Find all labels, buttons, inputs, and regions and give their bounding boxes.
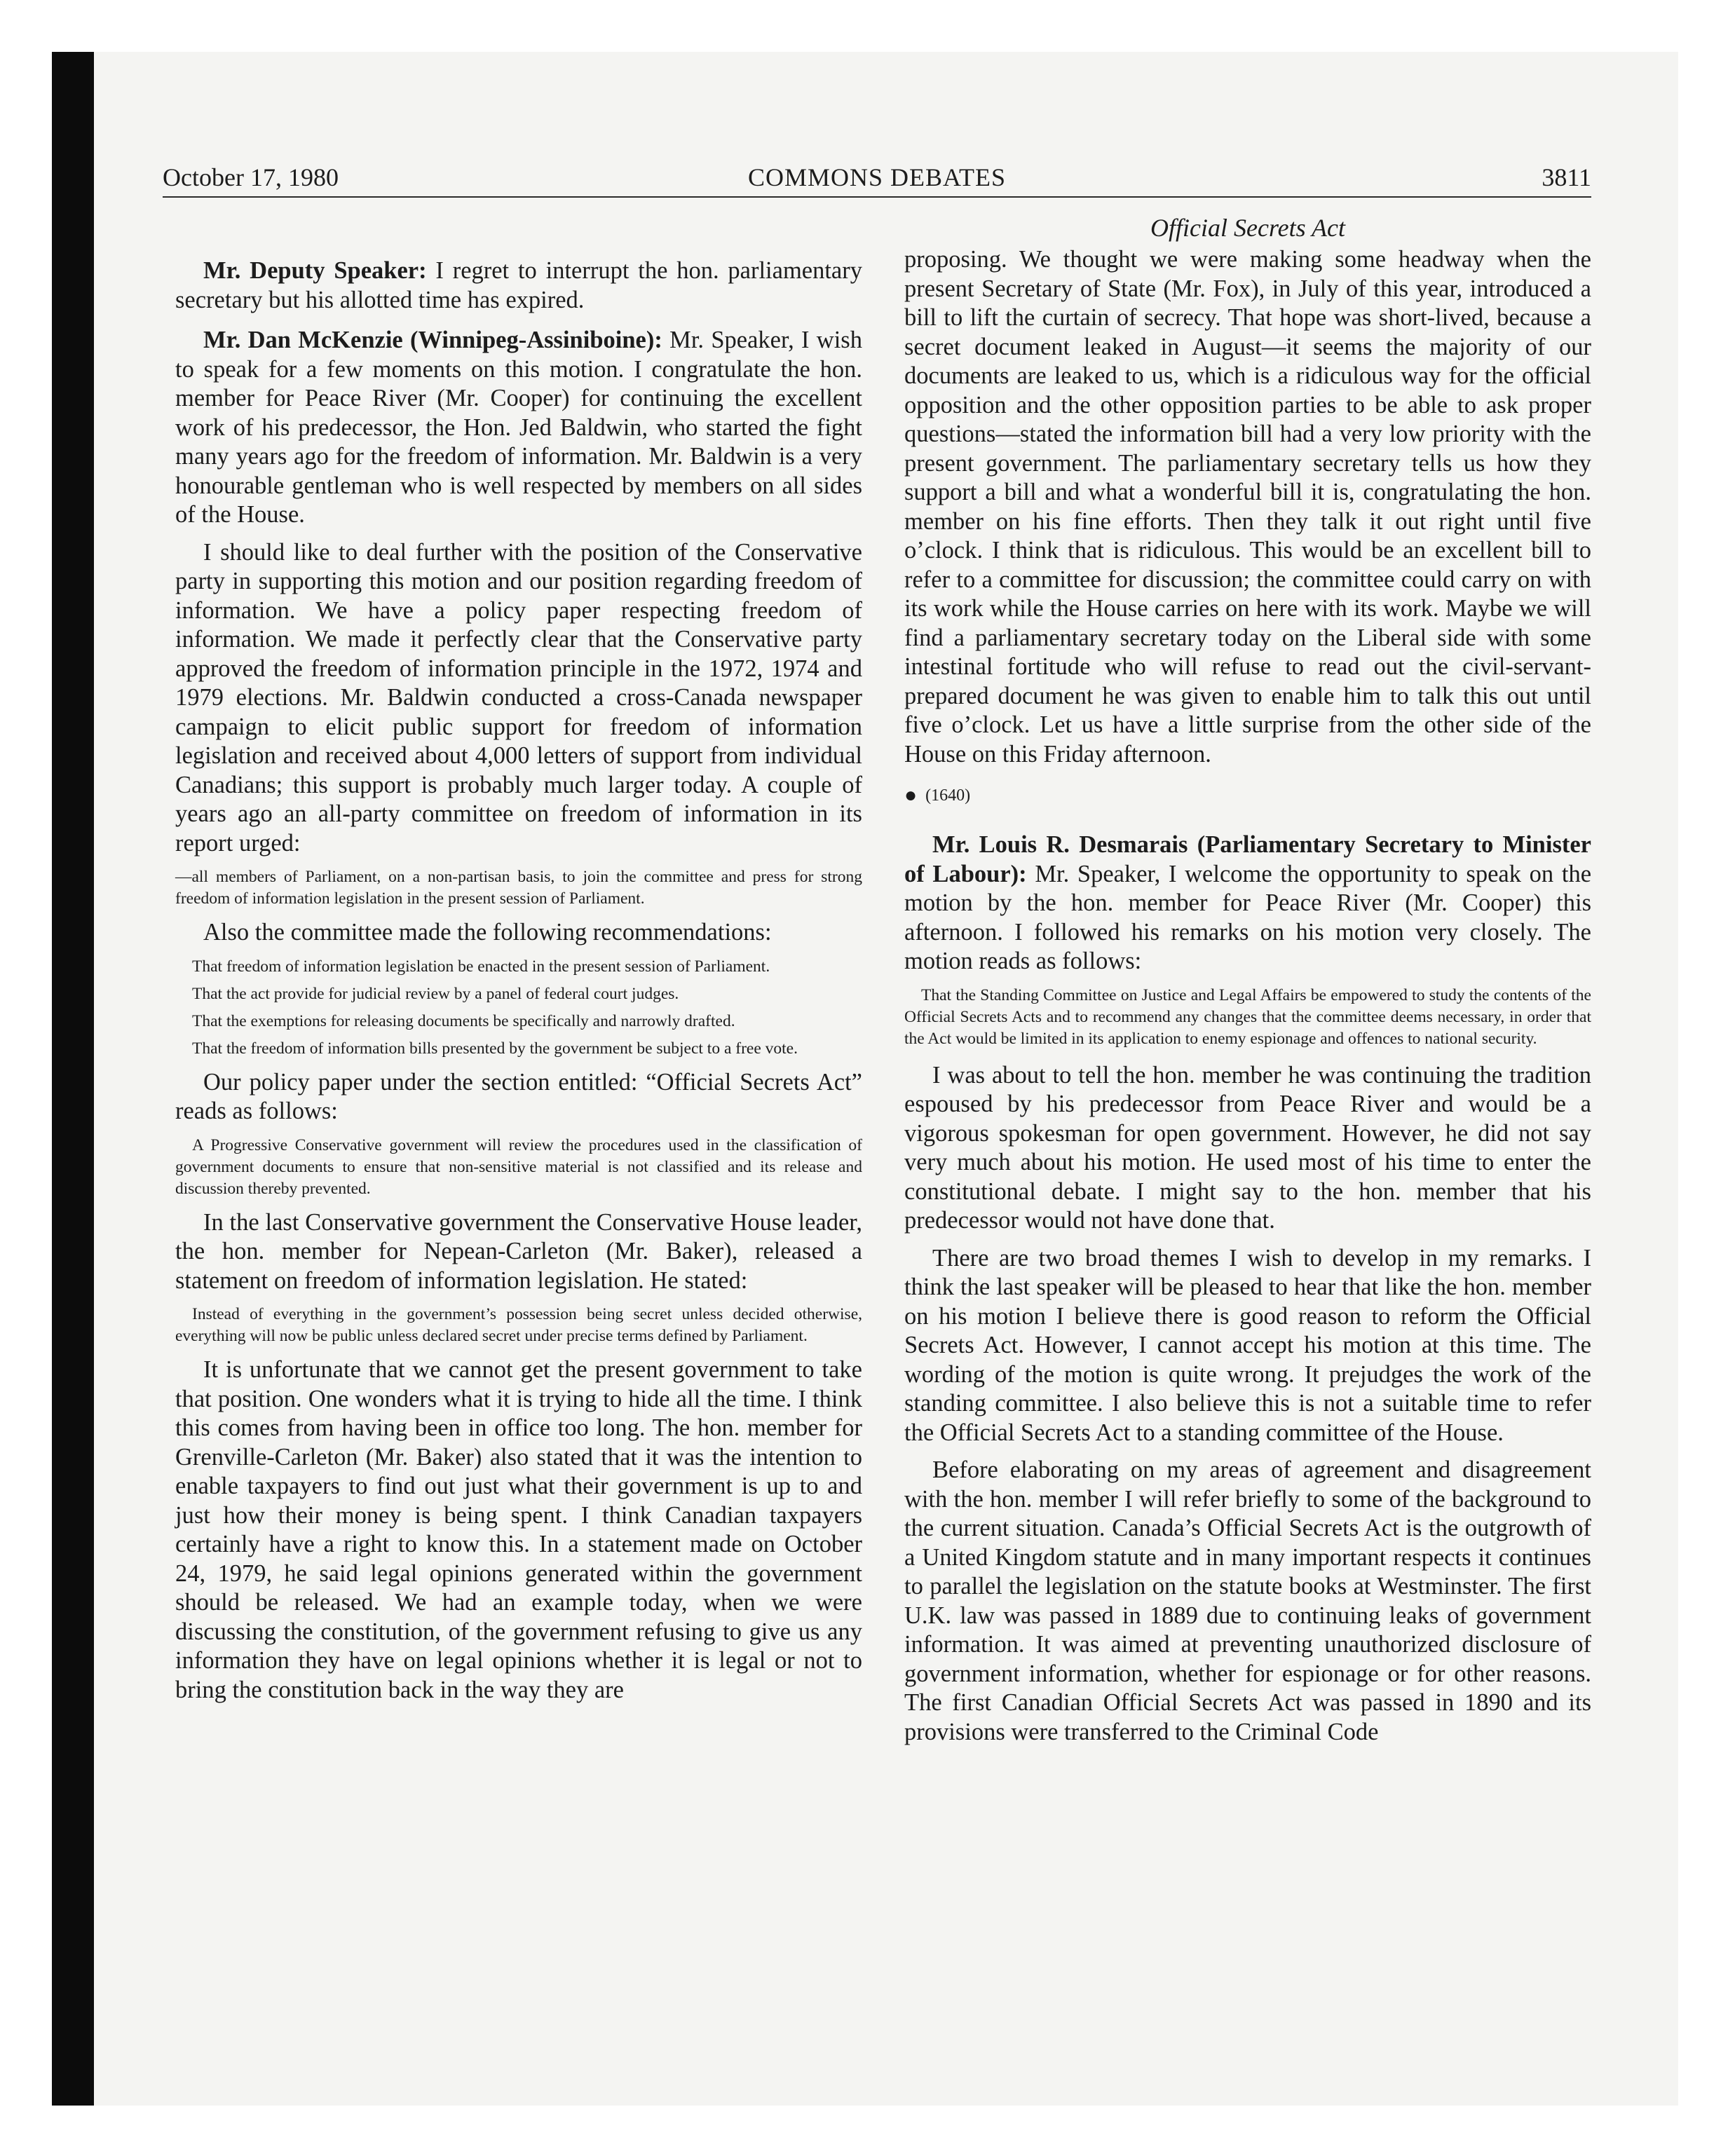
speaker-name: Mr. Dan McKenzie (Winnipeg-Assiniboine): <box>203 327 662 353</box>
paragraph <box>175 326 862 530</box>
block-quote <box>175 1304 862 1347</box>
page-header <box>163 160 1591 195</box>
left-column <box>175 245 862 1713</box>
quote-text: Instead of everything in the government’s possession being secret unless decided otherwise, everything will now be public unless declared secret under precise terms defined by Parliament. <box>175 1305 862 1345</box>
paragraph <box>904 831 1591 976</box>
paragraph: I should like to deal further with the position of the Conservative party in supporting this motion and our position regarding freedom of information. We have a policy paper respecting freedom of information. We made it perfectly clear that the Conservative party approved the freedom of information principle in the 1972, 1974 and 1979 elections. Mr. Baldwin conducted a cross-Canada newspaper campaign to elicit public support for freedom of information legislation and received about 4,000 letters of support from individual Canadians; this support is probably much larger today. A couple of years ago an all-party committee on freedom of information in its report urged: <box>175 538 862 857</box>
speech-text: I regret to interrupt the hon. parliamentary secretary but his allotted time has expired. <box>175 257 862 313</box>
header-title: COMMONS DEBATES <box>747 163 1007 191</box>
recommendation-item: That the act provide for judicial review by a panel of federal court judges. <box>192 984 679 1003</box>
block-quote <box>175 866 862 910</box>
recommendation-item: That the freedom of information bills presented by the government be subject to a free vote. <box>192 1039 798 1058</box>
bullet-icon: ● <box>904 784 918 807</box>
quote-text: —all members of Parliament, on a non-partisan basis, to join the committee and press for strong freedom of information legislation in the present session of Parliament. <box>175 868 862 908</box>
block-quote <box>175 1135 862 1200</box>
motion-quote <box>904 985 1591 1050</box>
paragraph: It is unfortunate that we cannot get the present government to take that position. One wonders what it is trying to hide all the time. I think this comes from having been in office too long. The hon. member for Grenville-Carleton (Mr. Baker) also stated that it was the intention to enable taxpayers to find out just what their government is up to and just how their money is being spent. I think Canadian taxpayers certainly have a right to know this. In a statement made on October 24, 1979, he said legal opinions generated within the government should be released. We had an example today, when we were discussing the constitution, of the government refusing to give us any information they have on legal opinions whether it is legal or not to bring the constitution back in the way they are <box>175 1356 862 1703</box>
speech-text: Mr. Speaker, I wish to speak for a few moments on this motion. I congratulate the hon. member for Peace River (Mr. Cooper) for continuing the excellent work of his predecessor, the Hon. Jed Baldwin, who started the fight many years ago for the freedom of information. Mr. Baldwin is a very honourable gentleman who is well respected by members on all sides of the House. <box>175 327 862 528</box>
time-marker-text: (1640) <box>925 786 971 805</box>
recommendation-item: That the exemptions for releasing documents be specifically and narrowly drafted. <box>192 1011 735 1030</box>
paragraph: proposing. We thought we were making some headway when the present Secretary of State (Mr. Fox), in July of this year, introduced a bill to lift the curtain of secrecy. That hope was short-lived, because a secret document leaked in August—it seems the majority of our documents are leaked to us, which is a ridiculous way for the official opposition and the other opposition parties to be able to ask proper questions—stated the information bill had a very low priority with the present government. The parliamentary secretary tells us how they support a bill and what a wonderful bill it is, congratulating the hon. member on his fine efforts. Then they talk it out right until five o’clock. I think that is ridiculous. This would be an excellent bill to refer to a committee for discussion; the committee could carry on with its work while the House carries on here with its work. Maybe we will find a parliamentary secretary today on the Liberal side with some intestinal fortitude who will refuse to read out the civil-servant-prepared document he was given to enable him to talk this out until five o’clock. Let us have a little surprise from the other side of the House on this Friday afternoon. <box>904 246 1591 767</box>
quote-text: That the Standing Committee on Justice and Legal Affairs be empowered to study the contents of the Official Secrets Acts and to recommend any changes that the committee deems necessary, in order that the Act would be limited in its application to enemy espionage and offences to national security. <box>904 985 1591 1048</box>
paragraph <box>175 257 862 315</box>
running-head: Official Secrets Act <box>1150 214 1345 242</box>
quote-text: A Progressive Conservative government will review the procedures used in the classification of government documents to ensure that non-sensitive material is not classified and its release and discussion thereby prevented. <box>175 1135 862 1198</box>
paragraph: I was about to tell the hon. member he was continuing the tradition espoused by his predecessor from Peace River and would be a vigorous spokesman for open government. However, he did not say very much about his motion. He used most of his time to enter the constitutional debate. I might say to the hon. member that his predecessor would not have done that. <box>904 1061 1591 1234</box>
header-page-number: 3811 <box>1542 163 1591 191</box>
paragraph: Before elaborating on my areas of agreement and disagreement with the hon. member I will refer briefly to some of the background to the current situation. Canada’s Official Secrets Act is the outgrowth of a United Kingdom statute and in many important respects it continues to parallel the legislation on the statute books at Westminster. The first U.K. law was passed in 1889 due to continuing leaks of government information. It was aimed at preventing unauthorized disclosure of government information, whether for espionage or for other reasons. The first Canadian Official Secrets Act was passed in 1890 and its provisions were transferred to the Criminal Code <box>904 1456 1591 1745</box>
paragraph: Also the committee made the following recommendations: <box>203 919 772 946</box>
speaker-name: Mr. Deputy Speaker: <box>203 257 427 284</box>
paragraph: There are two broad themes I wish to develop in my remarks. I think the last speaker will be pleased to hear that like the hon. member on his motion I believe there is good reason to reform the Official Secrets Act. However, I cannot accept his motion at this time. The wording of the motion is quite wrong. It prejudges the work of the standing committee. I also believe this is not a suitable time to refer the Official Secrets Act to a standing committee of the House. <box>904 1244 1591 1446</box>
time-marker <box>904 782 1591 810</box>
right-column <box>904 245 1591 1755</box>
paragraph: Our policy paper under the section entitled: “Official Secrets Act” reads as follows: <box>175 1068 862 1124</box>
header-date: October 17, 1980 <box>163 163 339 191</box>
recommendation-item: That freedom of information legislation be enacted in the present session of Parliament. <box>192 957 770 976</box>
speaker-name: Mr. Louis R. Desmarais (Parliamentary Secretary to Minister of Labour): <box>904 831 1591 887</box>
paragraph: In the last Conservative government the Conservative House leader, the hon. member for Nepean-Carleton (Mr. Baker), released a statement on freedom of information legislation. He stated: <box>175 1208 862 1294</box>
speech-text: Mr. Speaker, I welcome the opportunity to speak on the motion by the hon. member for Peace River (Mr. Cooper) this afternoon. I followed his remarks on his motion very closely. The motion reads as follows: <box>904 860 1592 974</box>
header-rule <box>163 196 1591 198</box>
recommendations-quote <box>175 956 862 1060</box>
